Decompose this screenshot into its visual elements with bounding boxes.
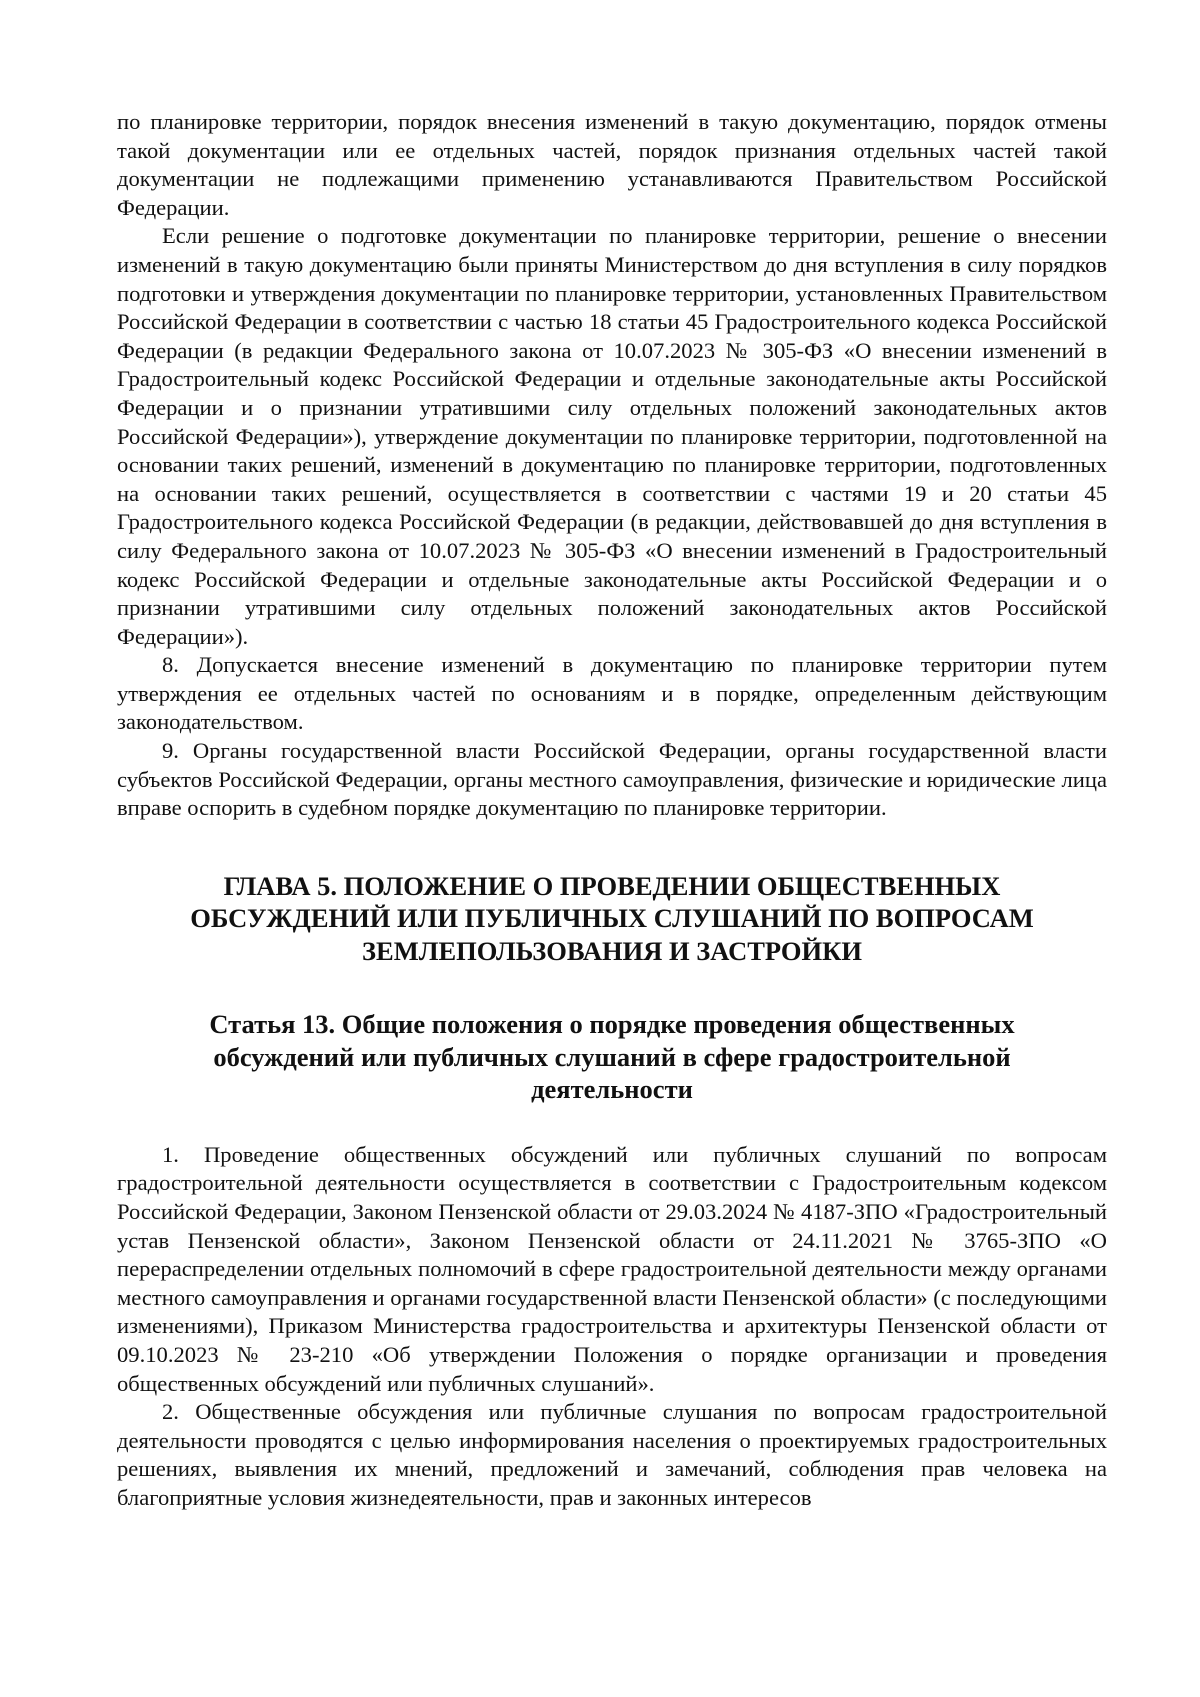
document-page [117, 108, 1107, 1513]
article-heading-line: обсуждений или публичных слушаний в сфере градостроительной [213, 1041, 1011, 1072]
paragraph-article-item-2: 2. Общественные обсуждения или публичные слушания по вопросам градостроительной деятельности проводятся с целью информирования населения о проектируемых градостроительных решениях, выявления их мнений, предложений и замечаний, соблюдения прав человека на благоприятные условия жизнедеятельности, прав и законных интересов [117, 1399, 1107, 1510]
chapter-heading [117, 870, 1107, 968]
article-heading [117, 1008, 1107, 1106]
paragraph-continuation: по планировке территории, порядок внесения изменений в такую документацию, порядок отмены такой документации или ее отдельных частей, порядок признания отдельных частей такой документации не подлежащими применению устанавливаются Правительством Российской Федерации. [117, 109, 1107, 220]
chapter-heading-line: ОБСУЖДЕНИЙ ИЛИ ПУБЛИЧНЫХ СЛУШАНИЙ ПО ВОПРОСАМ [190, 903, 1034, 934]
chapter-heading-line: ГЛАВА 5. ПОЛОЖЕНИЕ О ПРОВЕДЕНИИ ОБЩЕСТВЕННЫХ [223, 870, 1001, 901]
paragraph-article-item-1: 1. Проведение общественных обсуждений или публичных слушаний по вопросам градостроительной деятельности осуществляется в соответствии с Градостроительным кодексом Российской Федерации, Законом Пензенской области от 29.03.2024 № 4187-ЗПО «Градостроительный устав Пензенской области», Законом Пензенской области от 24.11.2021 № 3765-ЗПО «О перераспределении отдельных полномочий в сфере градостроительной деятельности между органами местного самоуправления и органами государственной власти Пензенской области» (с последующими изменениями), Приказом Министерства градостроительства и архитектуры Пензенской области от 09.10.2023 № 23-210 «Об утверждении Положения о порядке организации и проведения общественных обсуждений или публичных слушаний». [117, 1141, 1107, 1396]
article-heading-line: деятельности [531, 1074, 693, 1105]
paragraph-item-9: 9. Органы государственной власти Российской Федерации, органы государственной власти субъектов Российской Федерации, органы местного самоуправления, физические и юридические лица вправе оспорить в судебном порядке документацию по планировке территории. [117, 738, 1107, 821]
chapter-heading-line: ЗЕМЛЕПОЛЬЗОВАНИЯ И ЗАСТРОЙКИ [362, 935, 862, 966]
paragraph-item-8: 8. Допускается внесение изменений в документацию по планировке территории путем утверждения ее отдельных частей по основаниям и в порядке, определенным действующим законодательством. [117, 652, 1107, 735]
article-body [117, 1141, 1107, 1513]
article-heading-line: Статья 13. Общие положения о порядке проведения общественных [209, 1009, 1015, 1040]
paragraph-planning-decision: Если решение о подготовке документации по планировке территории, решение о внесении изменений в такую документацию были приняты Министерством до дня вступления в силу порядков подготовки и утверждения документации по планировке территории, установленных Правительством Российской Федерации в соответствии с частью 18 статьи 45 Градостроительного кодекса Российской Федерации (в редакции Федерального закона от 10.07.2023 № 305-ФЗ «О внесении изменений в Градостроительный кодекс Российской Федерации и отдельные законодательные акты Российской Федерации и о признании утратившими силу отдельных положений законодательных актов Российской Федерации»), утверждение документации по планировке территории, подготовленной на основании таких решений, изменений в документацию по планировке территории, подготовленных на основании таких решений, осуществляется в соответствии с частями 19 и 20 статьи 45 Градостроительного кодекса Российской Федерации (в редакции, действовавшей до дня вступления в силу Федерального закона от 10.07.2023 № 305-ФЗ «О внесении изменений в Градостроительный кодекс Российской Федерации и отдельные законодательные акты Российской Федерации и о признании утратившими силу отдельных положений законодательных актов Российской Федерации»). [117, 223, 1107, 649]
